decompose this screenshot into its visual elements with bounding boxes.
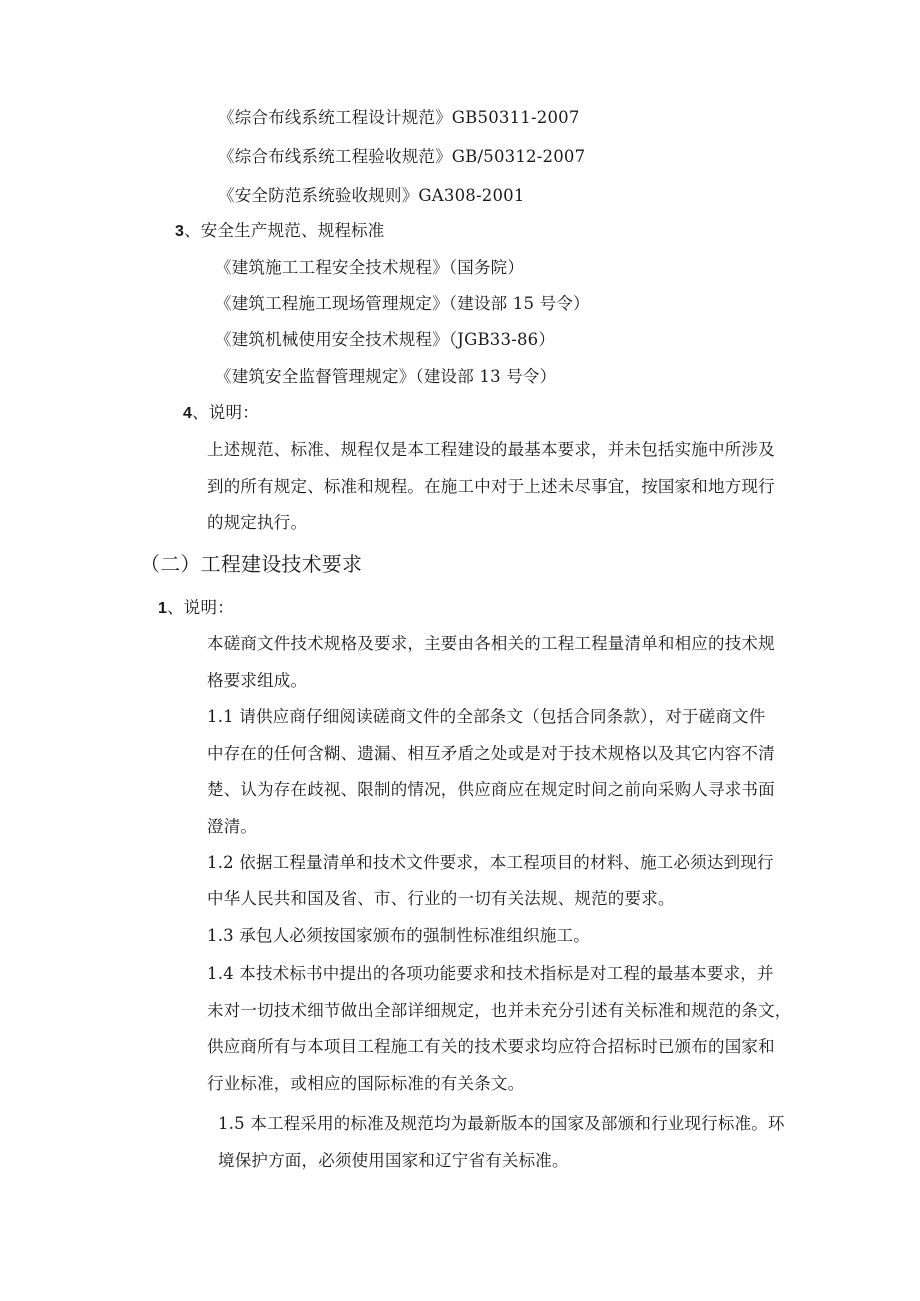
section-heading: （二）工程建设技术要求 xyxy=(140,552,363,576)
item3-title: 、安全生产规范、规程标准 xyxy=(184,221,385,240)
clause-1-1-line: 楚、认为存在歧视、限制的情况，供应商应在规定时间之前向采购人寻求书面 xyxy=(207,780,775,799)
item4-heading xyxy=(183,402,259,425)
clause-1-4-line: 1.4 本技术标书中提出的各项功能要求和技术指标是对工程的最基本要求，并 xyxy=(207,964,774,983)
clause-1-1-line: 1.1 请供应商仔细阅读磋商文件的全部条文（包括合同条款），对于磋商文件 xyxy=(207,707,766,726)
clause-1-1-line: 中存在的任何含糊、遗漏、相互矛盾之处或是对于技术规格以及其它内容不清 xyxy=(207,744,775,763)
item3-entry: 《建筑安全监督管理规定》（建设部 13 号令） xyxy=(215,367,557,386)
s2-item1-title: 、说明： xyxy=(167,598,234,617)
item3-entry: 《建筑施工工程安全技术规程》（国务院） xyxy=(215,258,525,277)
clause-1-2-line: 1.2 依据工程量清单和技术文件要求，本工程项目的材料、施工必须达到现行 xyxy=(207,853,774,872)
clause-1-1-line: 澄清。 xyxy=(207,817,258,836)
clause-1-5-line: 1.5 本工程采用的标准及规范均为最新版本的国家及部颁和行业现行标准。环 xyxy=(218,1114,785,1133)
item3-entry: 《建筑机械使用安全技术规程》（JGB33-86） xyxy=(215,330,556,349)
clause-1-2-line: 中华人民共和国及省、市、行业的一切有关法规、规范的要求。 xyxy=(207,889,675,908)
standard-gb50312: 《综合布线系统工程验收规范》GB/50312-2007 xyxy=(218,147,586,166)
item3-number: 3 xyxy=(175,223,185,240)
item4-title: 、说明： xyxy=(192,403,259,422)
clause-1-4-line: 供应商所有与本项目工程施工有关的技术要求均应符合招标时已颁布的国家和 xyxy=(207,1037,775,1056)
item4-text-line: 到的所有规定、标准和规程。在施工中对于上述未尽事宜，按国家和地方现行 xyxy=(207,477,775,496)
clause-1-3-line: 1.3 承包人必须按国家颁布的强制性标准组织施工。 xyxy=(207,926,590,945)
s2-intro-line: 本磋商文件技术规格及要求，主要由各相关的工程工程量清单和相应的技术规 xyxy=(207,634,775,653)
s2-intro-line: 格要求组成。 xyxy=(207,671,308,690)
item4-text-line: 上述规范、标准、规程仅是本工程建设的最基本要求，并未包括实施中所涉及 xyxy=(207,440,775,459)
item4-number: 4 xyxy=(183,405,193,422)
s2-item1-heading xyxy=(158,597,234,620)
standard-gb50311: 《综合布线系统工程设计规范》GB50311-2007 xyxy=(218,108,580,127)
item4-text-line: 的规定执行。 xyxy=(207,513,308,532)
clause-1-4-line: 未对一切技术细节做出全部详细规定，也并未充分引述有关标准和规范的条文， xyxy=(207,1001,792,1020)
item3-entry: 《建筑工程施工现场管理规定》（建设部 15 号令） xyxy=(215,294,590,313)
clause-1-5-line: 境保护方面，必须使用国家和辽宁省有关标准。 xyxy=(218,1151,569,1170)
clause-1-4-line: 行业标准，或相应的国际标准的有关条文。 xyxy=(207,1074,525,1093)
s2-item1-number: 1 xyxy=(158,600,168,617)
item3-heading xyxy=(175,220,385,243)
standard-ga308: 《安全防范系统验收规则》GA308-2001 xyxy=(218,186,525,205)
